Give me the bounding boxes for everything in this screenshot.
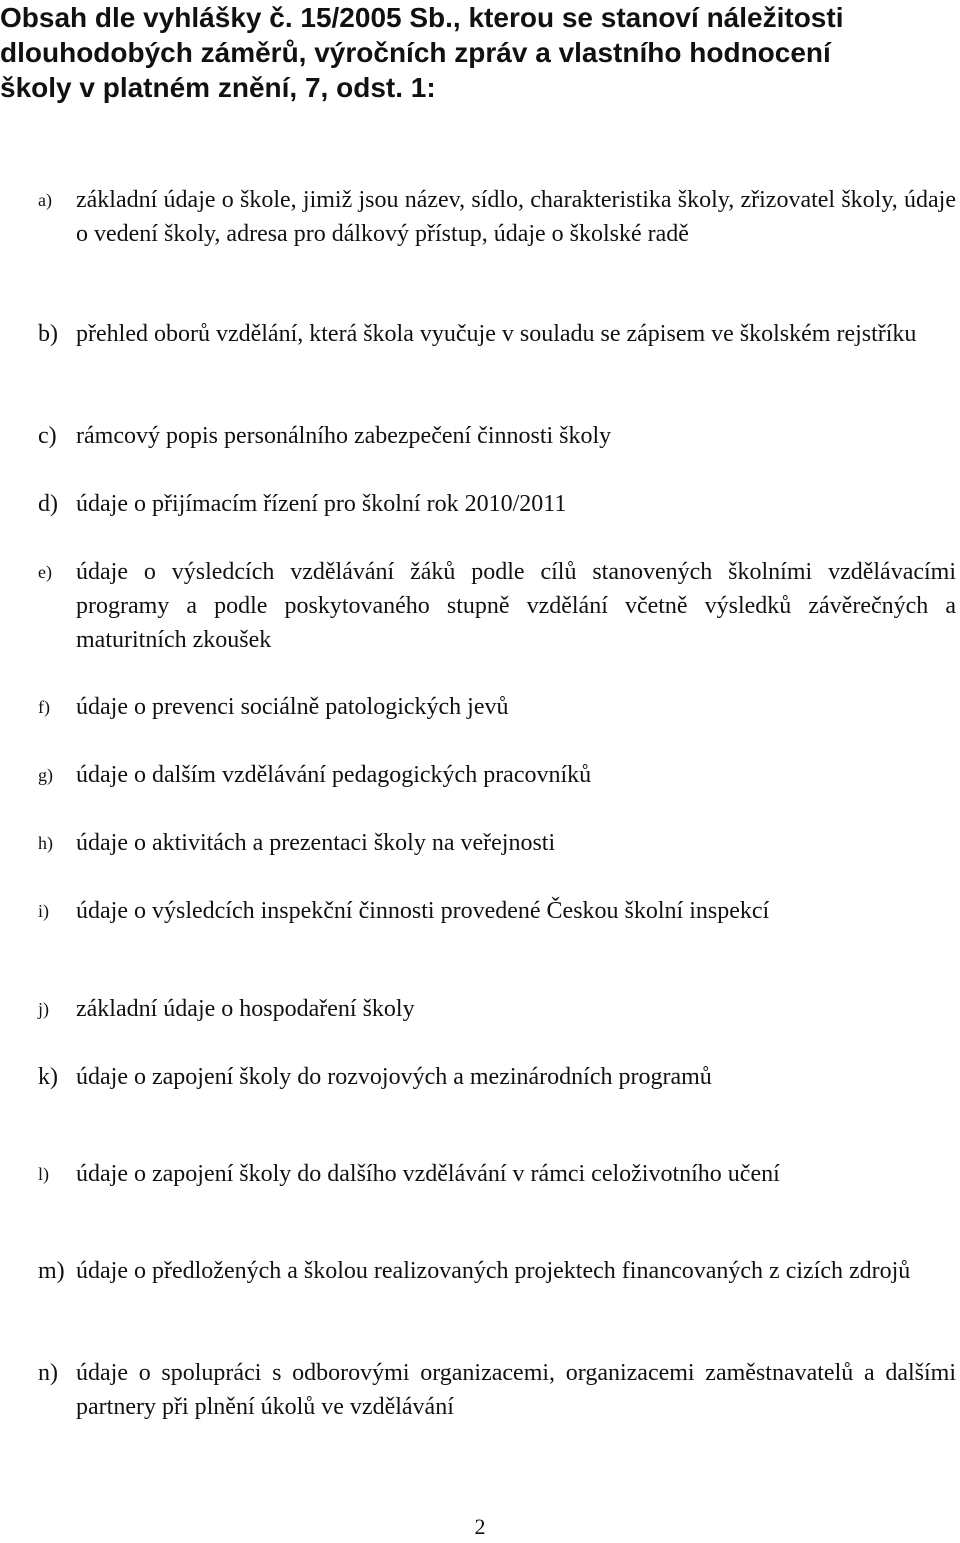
list-item (38, 894, 956, 928)
list-marker: c) (38, 423, 57, 449)
list-item-text: základní údaje o hospodaření školy (76, 996, 415, 1022)
list-marker: e) (38, 562, 52, 582)
list-marker: a) (38, 190, 52, 210)
page-number: 2 (474, 1514, 486, 1539)
list-item (38, 992, 956, 1026)
list-item (38, 1254, 956, 1288)
list-item (38, 1157, 956, 1191)
list-item (38, 419, 956, 453)
list-item-text: údaje o aktivitách a prezentaci školy na veřejnosti (76, 830, 556, 856)
list-item (38, 317, 956, 351)
list-item-text: přehled oborů vzdělání, která škola vyučuje v souladu se zápisem ve školském rejstříku (76, 321, 917, 347)
list-item-text: údaje o dalším vzdělávání pedagogických pracovníků (76, 762, 592, 788)
list-marker: f) (38, 697, 50, 717)
list-item-text: údaje o prevenci sociálně patologických jevů (76, 694, 509, 720)
list-item (38, 555, 956, 657)
heading-line: školy v platném znění, 7, odst. 1: (0, 72, 436, 103)
list-marker: d) (38, 491, 58, 517)
list-item (38, 690, 956, 724)
list-item-text: údaje o výsledcích vzdělávání žáků podle cílů stanovených školními vzdělávacími programy a podle poskytovaného stupně vzdělání včetně výsledků závěrečných a maturitních zkoušek (76, 559, 956, 653)
list-marker: n) (38, 1360, 58, 1386)
list-item (38, 826, 956, 860)
list-marker: h) (38, 833, 53, 853)
list-marker: b) (38, 321, 58, 347)
list-item-text: údaje o výsledcích inspekční činnosti provedené Českou školní inspekcí (76, 898, 770, 924)
list-item-text: údaje o zapojení školy do dalšího vzdělávání v rámci celoživotního učení (76, 1161, 780, 1187)
list-item-text: údaje o předložených a školou realizovaných projektech financovaných z cizích zdrojů (76, 1258, 911, 1284)
heading-line: dlouhodobých záměrů, výročních zpráv a vlastního hodnocení (0, 37, 831, 68)
list-marker: i) (38, 901, 49, 921)
list-item-text: údaje o zapojení školy do rozvojových a mezinárodních programů (76, 1064, 712, 1090)
list-item (38, 1356, 956, 1424)
list-item-text: základní údaje o škole, jimiž jsou název, sídlo, charakteristika školy, zřizovatel školy, údaje o vedení školy, adresa pro dálkový přístup, údaje o školské radě (76, 187, 956, 247)
list-marker: g) (38, 765, 53, 785)
list-marker: l) (38, 1164, 49, 1184)
list-item-text: údaje o přijímacím řízení pro školní rok 2010/2011 (76, 491, 567, 517)
list-marker: k) (38, 1064, 58, 1090)
heading-line: Obsah dle vyhlášky č. 15/2005 Sb., kterou se stanoví náležitosti (0, 2, 844, 33)
list-item (38, 487, 956, 521)
list-item (38, 1060, 956, 1094)
list-item (38, 183, 956, 251)
list-item-text: rámcový popis personálního zabezpečení činnosti školy (76, 423, 612, 449)
list-item-text: údaje o spolupráci s odborovými organizacemi, organizacemi zaměstnavatelů a dalšími partnery při plnění úkolů ve vzdělávání (76, 1360, 956, 1420)
list-marker: j) (38, 999, 49, 1019)
list-marker: m) (38, 1258, 65, 1284)
list-item (38, 758, 956, 792)
